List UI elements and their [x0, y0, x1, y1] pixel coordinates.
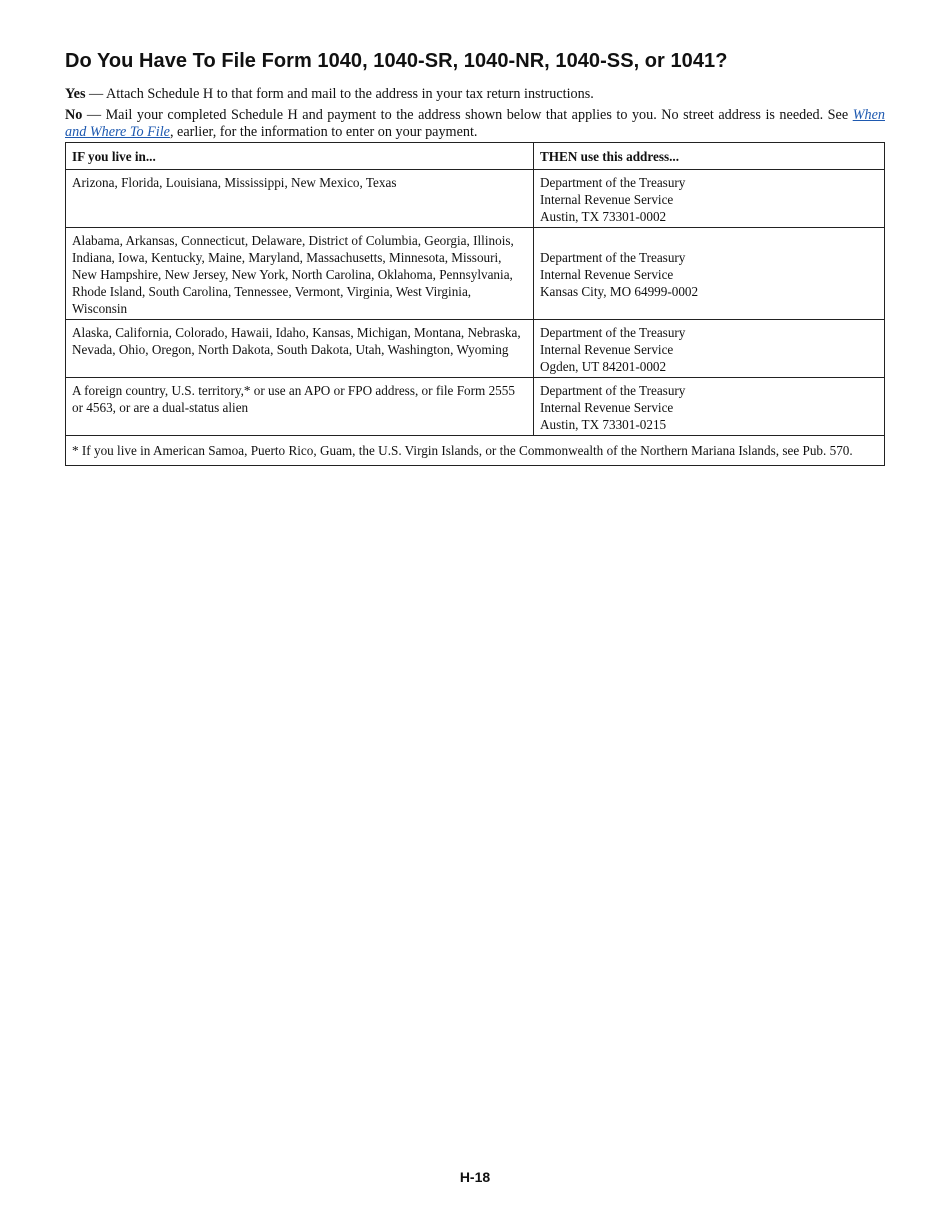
- states-cell: Alabama, Arkansas, Connecticut, Delaware, District of Columbia, Georgia, Illinois, Indiana, Iowa, Kentucky, Maine, Maryland, Massachusetts, Minnesota, Missouri, New Hampshire, New Jersey, New York, North Carolina, Oklahoma, Pennsylvania, Rhode Island, South Carolina, Tennessee, Vermont, Virginia, West Virginia, Wisconsin: [66, 228, 534, 320]
- page-content: [65, 48, 885, 466]
- yes-label: Yes: [65, 86, 86, 102]
- when-where-to-file-link[interactable]: When and Where To File: [65, 107, 885, 140]
- no-text-before: — Mail your completed Schedule H and payment to the address shown below that applies to you. No street address is needed. See: [82, 107, 853, 123]
- table-header-row: [66, 143, 885, 170]
- states-cell: A foreign country, U.S. territory,* or use an APO or FPO address, or file Form 2555 or 4563, or are a dual-status alien: [66, 378, 534, 436]
- address-line: Department of the Treasury: [540, 175, 686, 190]
- table-row: [66, 378, 885, 436]
- address-cell: [534, 228, 885, 320]
- table-row: [66, 320, 885, 378]
- table-row: [66, 170, 885, 228]
- address-cell: [534, 170, 885, 228]
- address-line: Ogden, UT 84201-0002: [540, 359, 667, 374]
- yes-text: — Attach Schedule H to that form and mail to the address in your tax return instructions.: [85, 86, 594, 102]
- address-line: Austin, TX 73301-0002: [540, 209, 667, 224]
- no-label: No: [65, 107, 83, 123]
- address-line: Department of the Treasury: [540, 250, 686, 265]
- header-if-you-live-in: IF you live in...: [66, 143, 534, 170]
- address-cell: [534, 378, 885, 436]
- header-then-use-address: THEN use this address...: [534, 143, 885, 170]
- mailing-address-table: [65, 142, 885, 466]
- states-cell: Arizona, Florida, Louisiana, Mississippi, New Mexico, Texas: [66, 170, 534, 228]
- yes-paragraph: [65, 86, 885, 103]
- address-line: Kansas City, MO 64999-0002: [540, 284, 699, 299]
- page-number: H-18: [459, 1169, 491, 1185]
- table-footnote-row: [66, 436, 885, 466]
- no-paragraph: [65, 107, 885, 141]
- address-line: Internal Revenue Service: [540, 192, 674, 207]
- address-line: Department of the Treasury: [540, 325, 686, 340]
- no-text-after: , earlier, for the information to enter on your payment.: [169, 124, 478, 140]
- states-cell: Alaska, California, Colorado, Hawaii, Idaho, Kansas, Michigan, Montana, Nebraska, Nevada, Ohio, Oregon, North Dakota, South Dakota, Utah, Washington, Wyoming: [66, 320, 534, 378]
- address-line: Internal Revenue Service: [540, 267, 674, 282]
- address-cell: [534, 320, 885, 378]
- address-line: Department of the Treasury: [540, 383, 686, 398]
- address-line: Internal Revenue Service: [540, 400, 674, 415]
- page-title: Do You Have To File Form 1040, 1040-SR, 1040-NR, 1040-SS, or 1041?: [65, 50, 728, 72]
- address-line: Austin, TX 73301-0215: [540, 417, 667, 432]
- table-row: [66, 228, 885, 320]
- territory-footnote: * If you live in American Samoa, Puerto Rico, Guam, the U.S. Virgin Islands, or the Commonwealth of the Northern Mariana Islands, see Pub. 570.: [66, 436, 885, 466]
- address-line: Internal Revenue Service: [540, 342, 674, 357]
